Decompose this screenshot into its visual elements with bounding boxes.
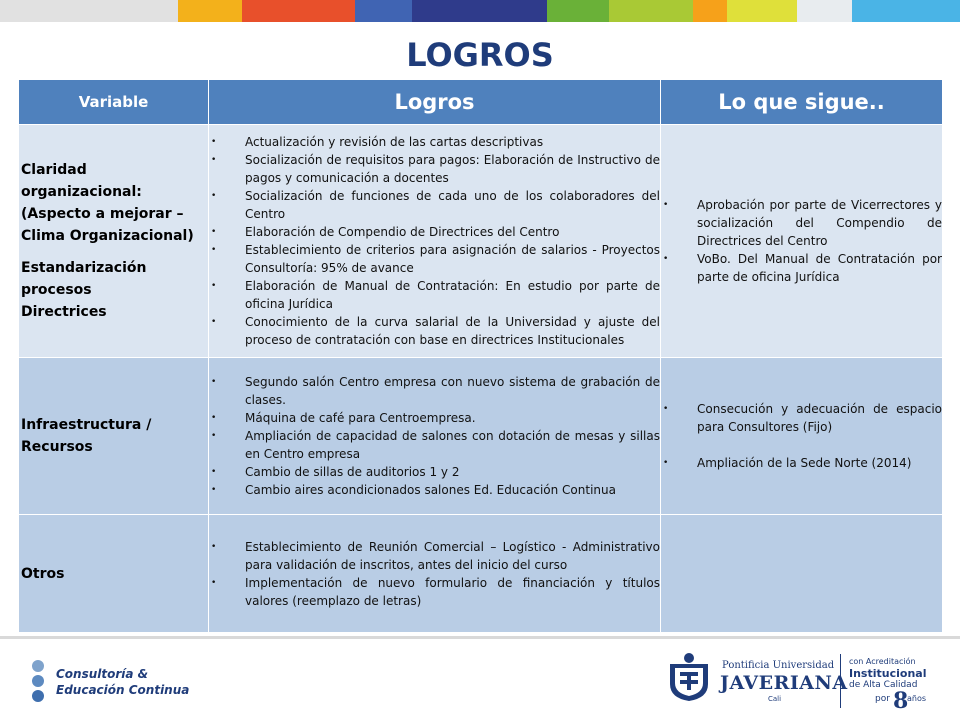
sigue-list	[661, 400, 942, 472]
logros-list	[209, 538, 660, 610]
list-item: • VoBo. Del Manual de Contratación por parte de oficina Jurídica	[697, 250, 942, 286]
variable-line: Directrices	[21, 304, 107, 320]
sigue-list	[661, 196, 942, 286]
stripe-segment	[547, 0, 609, 22]
list-item: • Establecimiento de Reunión Comercial – Logístico - Administrativo para validación de inscritos, antes del inicio del curso	[245, 538, 660, 574]
variable-cell	[19, 125, 209, 358]
list-item: • Cambio de sillas de auditorios 1 y 2	[245, 463, 660, 481]
logros-cell	[209, 125, 661, 358]
javeriana-line2: JAVERIANA	[720, 672, 848, 694]
lo-que-sigue-cell	[661, 125, 943, 358]
accreditation-line1: con Acreditación	[849, 657, 916, 666]
variable-line: procesos	[21, 282, 92, 298]
variable-line: Estandarización	[21, 260, 147, 276]
logros-table	[18, 79, 943, 633]
stripe-segment	[242, 0, 355, 22]
list-item: • Establecimiento de criterios para asignación de salarios - Proyectos Consultoría: 95% de avance	[245, 241, 660, 277]
lo-que-sigue-cell	[661, 358, 943, 515]
variable-gap	[21, 247, 206, 257]
header-variable: Variable	[19, 80, 209, 125]
page-title: LOGROS	[406, 36, 554, 74]
accreditation-line2: Institucional	[849, 667, 927, 680]
variable-line: Recursos	[21, 439, 93, 455]
list-item: • Consecución y adecuación de espacio para Consultores (Fijo)	[697, 400, 942, 436]
stripe-segment	[609, 0, 693, 22]
list-item: • Aprobación por parte de Vicerrectores y socialización del Compendio de Directrices del Centro	[697, 196, 942, 250]
javeriana-crest-icon	[664, 650, 714, 702]
stripe-segment	[355, 0, 412, 22]
javeriana-line3: Cali	[768, 695, 782, 703]
logros-list	[209, 133, 660, 349]
consultoria-logo-text	[56, 666, 189, 698]
variable-line: Clima Organizacional)	[21, 228, 194, 244]
javeriana-line1: Pontificia Universidad	[722, 660, 835, 671]
list-item: • Socialización de requisitos para pagos: Elaboración de Instructivo de pagos y comunicación a docentes	[245, 151, 660, 187]
stripe-segment	[693, 0, 727, 22]
list-item: • Socialización de funciones de cada uno de los colaboradores del Centro	[245, 187, 660, 223]
table-row	[19, 358, 943, 515]
variable-line: Claridad organizacional:	[21, 162, 142, 200]
list-item: • Implementación de nuevo formulario de financiación y títulos valores (reemplazo de letras)	[245, 574, 660, 610]
accreditation-line6: años	[907, 694, 927, 703]
list-item: • Segundo salón Centro empresa con nuevo sistema de grabación de clases.	[245, 373, 660, 409]
logo-line: Consultoría &	[56, 667, 149, 681]
list-item: • Ampliación de la Sede Norte (2014)	[697, 454, 942, 472]
consultoria-logo	[32, 660, 192, 708]
list-item: • Elaboración de Compendio de Directrices del Centro	[245, 223, 660, 241]
accreditation-line3: de Alta Calidad	[849, 680, 918, 690]
lo-que-sigue-cell	[661, 515, 943, 633]
header-logros: Logros	[209, 80, 661, 125]
stripe-segment	[0, 0, 178, 22]
accreditation-line4: por	[875, 694, 890, 704]
table-row	[19, 125, 943, 358]
variable-line: Otros	[21, 565, 65, 582]
accreditation-logo	[840, 654, 941, 714]
list-item: • Conocimiento de la curva salarial de la Universidad y ajuste del proceso de contratación con base en directrices Institucionales	[245, 313, 660, 349]
list-item: • Cambio aires acondicionados salones Ed. Educación Continua	[245, 481, 660, 499]
header-lo-que-sigue: Lo que sigue..	[661, 80, 943, 125]
logros-cell	[209, 358, 661, 515]
stripe-segment	[727, 0, 797, 22]
logo-line: Educación Continua	[56, 683, 190, 697]
variable-line: Infraestructura /	[21, 417, 152, 433]
logros-cell	[209, 515, 661, 633]
table-header-row	[19, 80, 943, 125]
variable-line: (Aspecto a mejorar –	[21, 206, 184, 222]
accreditation-number: 8	[893, 688, 909, 714]
logros-list	[209, 373, 660, 499]
variable-cell	[19, 358, 209, 515]
stripe-segment	[412, 0, 547, 22]
javeriana-logo	[664, 648, 848, 706]
variable-cell	[19, 515, 209, 633]
list-item: • Actualización y revisión de las cartas descriptivas	[245, 133, 660, 151]
footer-divider	[0, 636, 960, 639]
list-item: • Ampliación de capacidad de salones con dotación de mesas y sillas en Centro empresa	[245, 427, 660, 463]
stripe-segment	[852, 0, 960, 22]
table-row	[19, 515, 943, 633]
top-color-stripe	[0, 0, 960, 22]
stripe-segment	[797, 0, 852, 22]
list-item: • Elaboración de Manual de Contratación: En estudio por parte de oficina Jurídica	[245, 277, 660, 313]
list-item: • Máquina de café para Centroempresa.	[245, 409, 660, 427]
stripe-segment	[178, 0, 242, 22]
